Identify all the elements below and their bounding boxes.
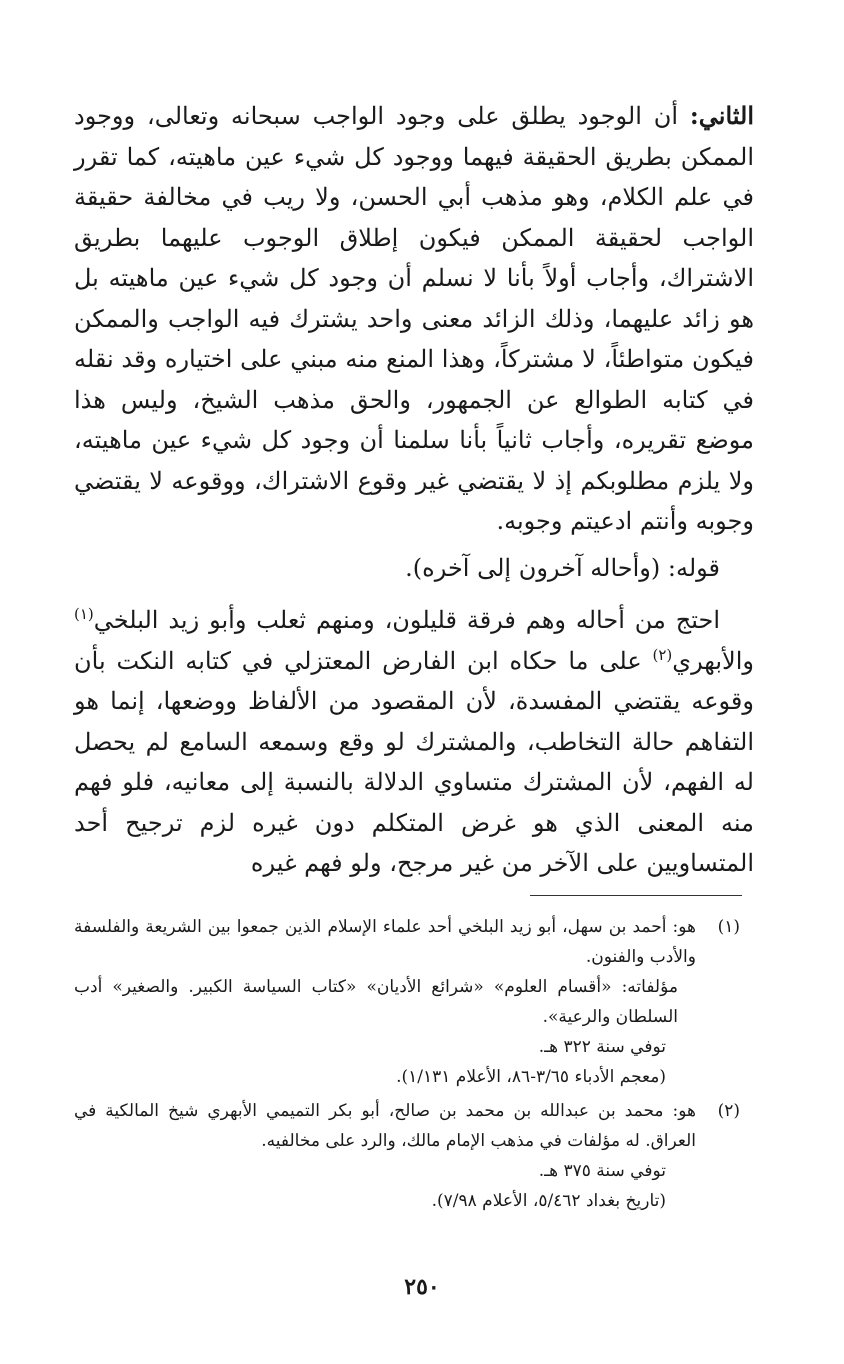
footnote-2-line-2: توفي سنة ٣٧٥ هـ. [538,1161,666,1181]
footnote-2-number: (٢) [717,1101,740,1121]
paragraph-3-part-a: احتج من أحاله وهم فرقة قليلون، ومنهم ثعلب وأبو زيد البلخي [93,606,720,634]
paragraph-3 [74,600,754,884]
footnote-1-number: (١) [717,917,740,937]
main-text [74,96,754,884]
footnotes [74,912,754,1216]
footnote-1-line-3: توفي سنة ٣٢٢ هـ. [538,1037,666,1057]
footnote-1 [74,912,754,1092]
footnote-1-line-2: مؤلفاته: «أقسام العلوم» «شرائع الأديان» «كتاب السياسة الكبير. والصغير» أدب السلطان والرعية». [74,977,678,1027]
footnote-1-line-4: (معجم الأدباء ٣/٦٥-٨٦، الأعلام ١/١٣١). [396,1067,666,1087]
footnote-1-line-1: هو: أحمد بن سهل، أبو زيد البلخي أحد علماء الإسلام الذين جمعوا بين الشريعة والفلسفة والأدب والفنون. [74,917,696,967]
paragraph-1 [74,96,754,542]
footnote-2-line-1: هو: محمد بن عبدالله بن محمد بن صالح، أبو بكر التميمي الأبهري شيخ المالكية في العراق. له مؤلفات في مذهب الإمام مالك، والرد على مخالفيه. [74,1101,696,1151]
paragraph-3-part-c: على ما حكاه ابن الفارض المعتزلي في كتابه النكت بأن وقوعه يقتضي المفسدة، لأن المقصود من الألفاظ ووضعها، إنما هو التفاهم حالة التخاطب، والمشترك لو وقع وسمعه السامع لم يحصل له الفهم، لأن المشترك متساوي الدلالة بالنسبة إلى معانيه، فلو فهم منه المعنى الذي هو غرض المتكلم دون غيره لزم ترجيح أحد المتساويين على الآخر من غير مرجح، ولو فهم غيره [74,646,754,877]
paragraph-3-part-b: والأبهري [672,646,754,675]
paragraph-1-lead: الثاني: [689,101,754,130]
paragraph-1-body: أن الوجود يطلق على وجود الواجب سبحانه وتعالى، ووجود الممكن بطريق الحقيقة فيهما ووجود كل شيء عين ماهيته، كما تقرر في علم الكلام، وهو مذهب أبي الحسن، ولا ريب في مخالفة حقيقة الواجب لحقيقة الممكن فيكون إطلاق الوجوب عليهما بطريق الاشتراك، وأجاب أولاً بأنا لا نسلم أن وجود كل شيء عين ماهيته بل هو زائد عليهما، وذلك الزائد معنى واحد يشترك فيه الواجب والممكن فيكون متواطئاً، لا مشتركاً، وهذا المنع منه مبني على اختياره وقد نقله في كتابه الطوالع عن الجمهور، والحق مذهب الشيخ، وليس هذا موضع تقريره، وأجاب ثانياً بأنا سلمنا أن وجود كل شيء عين ماهيته، ولا يلزم مطلوبكم إذ لا يقتضي غير وقوع الاشتراك، ووقوعه لا يقتضي وجوبه وأنتم ادعيتم وجوبه. [74,102,754,535]
footnote-ref-2[interactable]: (٢) [652,645,673,664]
footnote-separator [530,895,742,896]
paragraph-2-quote: قوله: (وأحاله آخرون إلى آخره). [405,553,720,582]
footnote-2-line-3: (تاريخ بغداد ٥/٤٦٢، الأعلام ٧/٩٨). [431,1191,666,1211]
footnote-ref-1[interactable]: (١) [74,605,94,623]
footnote-2 [74,1096,754,1216]
page-number: ٢٥٠ [404,1274,440,1300]
